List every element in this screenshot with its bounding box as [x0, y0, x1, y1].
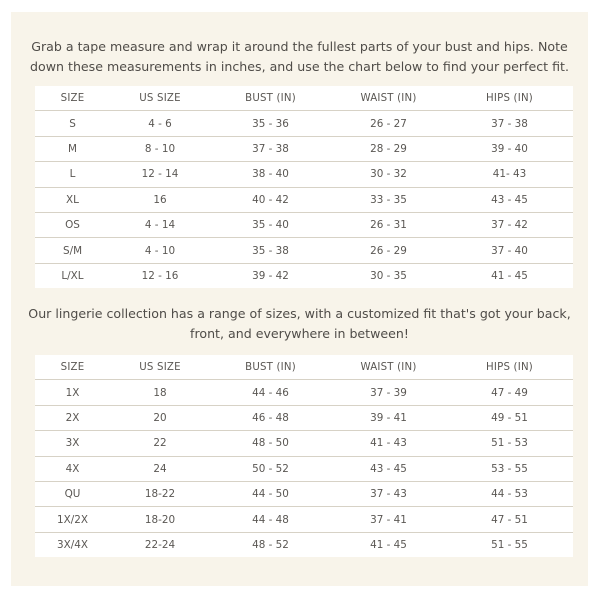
- table-row: [35, 136, 573, 161]
- table-row: [35, 532, 573, 557]
- cell-us-size: 12 - 16: [141, 269, 179, 282]
- cell-us-size: 4 - 14: [110, 212, 210, 237]
- intro-line: Grab a tape measure and wrap it around the fullest parts of your bust and hips. Note: [31, 39, 568, 54]
- cell-bust: 38 - 40: [210, 162, 331, 187]
- header-waist: WAIST (IN): [331, 355, 446, 380]
- cell-hips: 47 - 51: [446, 507, 573, 532]
- header-us-size: US SIZE: [110, 355, 210, 380]
- cell-size: 1X/2X: [35, 507, 110, 532]
- cell-bust: 37 - 38: [210, 136, 331, 161]
- header-bust: BUST (IN): [210, 86, 331, 111]
- cell-bust: 44 - 46: [210, 380, 331, 405]
- intro-text-collection: [11, 304, 588, 344]
- cell-us-size: 12 - 14: [110, 162, 210, 187]
- cell-hips: 51 - 55: [491, 538, 528, 551]
- cell-bust: 44 - 50: [210, 481, 331, 506]
- intro-line: Our lingerie collection has a range of sizes, with a customized fit that's got your back,: [28, 306, 571, 321]
- header-hips: HIPS (IN): [446, 355, 573, 380]
- cell-us-size: 18-20: [110, 507, 210, 532]
- intro-line: front, and everywhere in between!: [190, 326, 409, 341]
- table-row: [35, 238, 573, 263]
- cell-size: 2X: [35, 405, 110, 430]
- cell-hips: 47 - 49: [446, 380, 573, 405]
- cell-hips: 37 - 42: [446, 212, 573, 237]
- table-row: [35, 481, 573, 506]
- cell-bust: 39 - 42: [252, 269, 289, 282]
- cell-us-size: 8 - 10: [110, 136, 210, 161]
- cell-us-size: 4 - 10: [110, 238, 210, 263]
- cell-size: 3X/4X: [57, 538, 88, 551]
- cell-waist: 26 - 27: [331, 111, 446, 136]
- cell-bust: 46 - 48: [210, 405, 331, 430]
- cell-waist: 30 - 32: [331, 162, 446, 187]
- cell-waist: 33 - 35: [331, 187, 446, 212]
- table-body: [35, 380, 573, 557]
- cell-us-size: 22: [110, 431, 210, 456]
- cell-waist: 37 - 41: [331, 507, 446, 532]
- cell-hips: 37 - 40: [446, 238, 573, 263]
- cell-bust: 35 - 40: [210, 212, 331, 237]
- table-body: [35, 111, 573, 288]
- header-bust: BUST (IN): [210, 355, 331, 380]
- intro-text-measure: [11, 37, 588, 77]
- cell-waist: 39 - 41: [331, 405, 446, 430]
- table-row: [35, 380, 573, 405]
- cell-us-size: 22-24: [144, 538, 176, 551]
- table-row: [35, 507, 573, 532]
- cell-us-size: 18-22: [110, 481, 210, 506]
- table-row: [35, 263, 573, 288]
- table-header-row: [35, 355, 573, 380]
- header-hips: HIPS (IN): [446, 86, 573, 111]
- cell-size: OS: [35, 212, 110, 237]
- cell-size: XL: [35, 187, 110, 212]
- cell-size: QU: [35, 481, 110, 506]
- cell-waist: 43 - 45: [331, 456, 446, 481]
- cell-us-size: 16: [110, 187, 210, 212]
- cell-waist: 28 - 29: [331, 136, 446, 161]
- cell-us-size: 18: [110, 380, 210, 405]
- header-waist: WAIST (IN): [331, 86, 446, 111]
- cell-us-size: 4 - 6: [110, 111, 210, 136]
- cell-waist: 37 - 43: [331, 481, 446, 506]
- cell-hips: 43 - 45: [446, 187, 573, 212]
- intro-line: down these measurements in inches, and use the chart below to find your perfect fit.: [30, 59, 569, 74]
- cell-hips: 41- 43: [446, 162, 573, 187]
- table-row: [35, 212, 573, 237]
- header-size: SIZE: [35, 86, 110, 111]
- cell-size: S: [35, 111, 110, 136]
- cell-waist: 41 - 45: [370, 538, 407, 551]
- cell-hips: 41 - 45: [491, 269, 528, 282]
- table-header-row: [35, 86, 573, 111]
- cell-size: S/M: [35, 238, 110, 263]
- cell-waist: 30 - 35: [370, 269, 407, 282]
- cell-hips: 53 - 55: [446, 456, 573, 481]
- cell-us-size: 24: [110, 456, 210, 481]
- cell-size: 1X: [35, 380, 110, 405]
- cell-bust: 35 - 36: [210, 111, 331, 136]
- cell-size: L/XL: [61, 269, 84, 282]
- cell-size: L: [35, 162, 110, 187]
- cell-bust: 35 - 38: [210, 238, 331, 263]
- header-us-size: US SIZE: [110, 86, 210, 111]
- cell-waist: 37 - 39: [331, 380, 446, 405]
- cell-hips: 37 - 38: [446, 111, 573, 136]
- size-table-standard: [35, 86, 573, 288]
- cell-size: 3X: [35, 431, 110, 456]
- cell-bust: 44 - 48: [210, 507, 331, 532]
- cell-waist: 41 - 43: [331, 431, 446, 456]
- table-row: [35, 187, 573, 212]
- cell-bust: 50 - 52: [210, 456, 331, 481]
- header-size: SIZE: [35, 355, 110, 380]
- cell-bust: 48 - 50: [210, 431, 331, 456]
- cell-bust: 40 - 42: [210, 187, 331, 212]
- table-row: [35, 405, 573, 430]
- cell-us-size: 20: [110, 405, 210, 430]
- cell-size: 4X: [35, 456, 110, 481]
- size-table-plus: [35, 355, 573, 557]
- table-row: [35, 456, 573, 481]
- cell-hips: 44 - 53: [446, 481, 573, 506]
- cell-waist: 26 - 29: [331, 238, 446, 263]
- size-guide-panel: [11, 12, 588, 586]
- cell-size: M: [35, 136, 110, 161]
- cell-waist: 26 - 31: [331, 212, 446, 237]
- cell-hips: 49 - 51: [446, 405, 573, 430]
- cell-bust: 48 - 52: [252, 538, 289, 551]
- table-row: [35, 111, 573, 136]
- cell-hips: 39 - 40: [446, 136, 573, 161]
- table-row: [35, 162, 573, 187]
- table-row: [35, 431, 573, 456]
- cell-hips: 51 - 53: [446, 431, 573, 456]
